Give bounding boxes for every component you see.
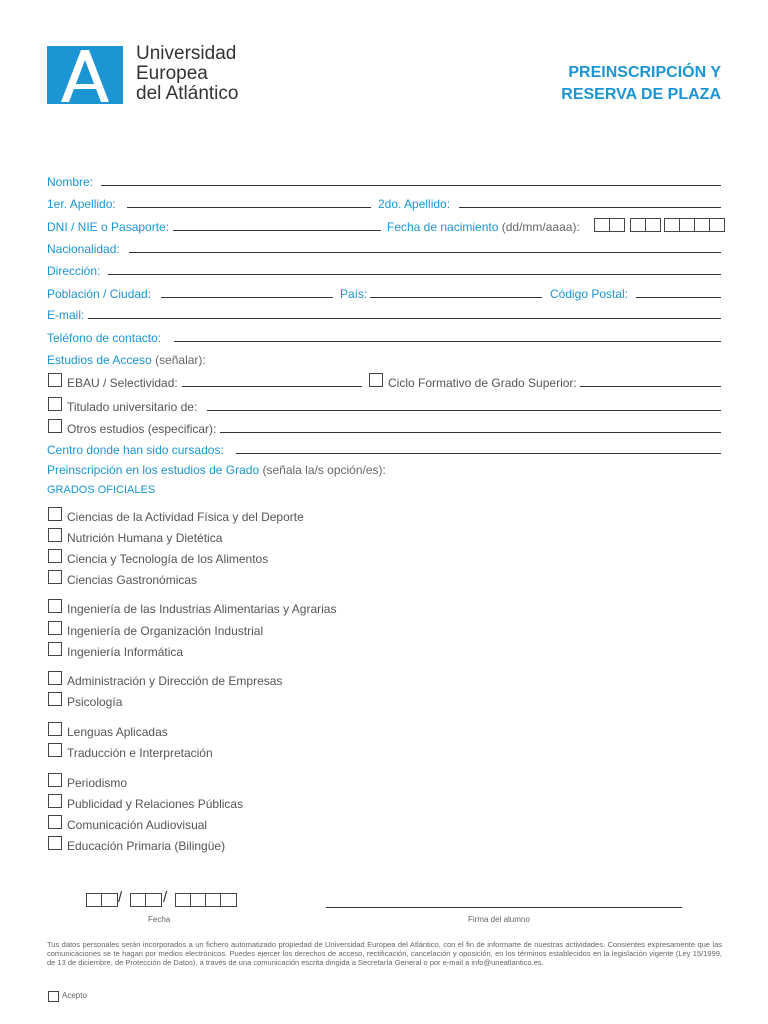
pais-label: País:	[340, 287, 368, 301]
grado-label-14: Educación Primaria (Bilingüe)	[67, 839, 226, 853]
ebau-checkbox[interactable]	[48, 373, 62, 387]
birth-day-box-2[interactable]	[609, 218, 625, 232]
titulado-checkbox[interactable]	[48, 397, 62, 411]
telefono-label: Teléfono de contacto:	[47, 331, 162, 345]
nacionalidad-label: Nacionalidad:	[47, 242, 120, 256]
grado-checkbox-9[interactable]	[48, 722, 62, 736]
grado-label-7: Administración y Dirección de Empresas	[67, 674, 283, 688]
grado-checkbox-0[interactable]	[48, 507, 62, 521]
otros-estudios-field[interactable]	[220, 432, 721, 433]
grado-checkbox-5[interactable]	[48, 621, 62, 635]
grado-checkbox-1[interactable]	[48, 528, 62, 542]
grado-label-5: Ingeniería de Organización Industrial	[67, 624, 264, 638]
university-logo-mark	[47, 46, 123, 104]
centro-label: Centro donde han sido cursados:	[47, 443, 224, 457]
acepto-label: Acepto	[62, 991, 87, 1000]
birth-day-box-1[interactable]	[594, 218, 610, 232]
email-label: E-mail:	[47, 308, 85, 322]
date-month-box-2[interactable]	[145, 893, 162, 907]
birth-year-box-2[interactable]	[679, 218, 695, 232]
dni-field[interactable]	[173, 230, 381, 231]
codigo-postal-label: Código Postal:	[550, 287, 629, 301]
grado-checkbox-10[interactable]	[48, 743, 62, 757]
form-title: PREINSCRIPCIÓN Y RESERVA DE PLAZA	[561, 64, 721, 103]
pais-field[interactable]	[370, 297, 542, 298]
grado-checkbox-8[interactable]	[48, 692, 62, 706]
firma-caption: Firma del alumno	[468, 915, 530, 924]
grado-label-8: Psicología	[67, 695, 123, 709]
grado-checkbox-12[interactable]	[48, 794, 62, 808]
estudios-acceso-label: Estudios de Acceso (señalar):	[47, 353, 206, 367]
apellido2-label: 2do. Apellido:	[378, 197, 451, 211]
centro-field[interactable]	[236, 453, 721, 454]
direccion-label: Dirección:	[47, 264, 101, 278]
grado-label-4: Ingeniería de las Industrias Alimentarias y Agrarias	[67, 602, 337, 616]
grado-label-10: Traducción e Interpretación	[67, 746, 213, 760]
ebau-field[interactable]	[182, 386, 362, 387]
grado-checkbox-7[interactable]	[48, 671, 62, 685]
codigo-postal-field[interactable]	[636, 297, 721, 298]
grado-label-1: Nutrición Humana y Dietética	[67, 531, 223, 545]
grado-label-3: Ciencias Gastronómicas	[67, 573, 198, 587]
grado-checkbox-13[interactable]	[48, 815, 62, 829]
grado-checkbox-3[interactable]	[48, 570, 62, 584]
fecha-nacimiento-label: Fecha de nacimiento (dd/mm/aaaa):	[387, 220, 580, 234]
apellido1-field[interactable]	[127, 207, 371, 208]
direccion-field[interactable]	[108, 274, 721, 275]
legal-notice: Tus datos personales serán incorporados a un fichero automatizado propiedad de Universidad Europea del Atlántico, con el fin de informarte de nuestras actividades. Consientes expresamente que las comunicaciones se te hagan por medios electrónicos. Puedes ejercer los derechos de acceso, rectificación, cancelación y oposición, en los términos establecidos en la legislación vigente (Ley 15/1999, de 13 de diciembre, de Protección de Datos), a través de una comunicación escrita dirigida a Secretaría General o por e-mail a info@uneatlantico.es.	[47, 940, 722, 967]
grado-checkbox-2[interactable]	[48, 549, 62, 563]
nombre-field[interactable]	[101, 185, 721, 186]
otros-estudios-label: Otros estudios (especificar):	[67, 422, 217, 436]
otros-estudios-checkbox[interactable]	[48, 419, 62, 433]
firma-field[interactable]	[326, 907, 682, 908]
date-separator: /	[118, 889, 123, 906]
grado-label-2: Ciencia y Tecnología de los Alimentos	[67, 552, 269, 566]
titulado-field[interactable]	[207, 410, 721, 411]
grado-label-0: Ciencias de la Actividad Física y del Deporte	[67, 510, 304, 524]
ebau-label: EBAU / Selectividad:	[67, 376, 178, 390]
titulado-label: Titulado universitario de:	[67, 400, 198, 414]
preinscripcion-label: Preinscripción en los estudios de Grado (señala la/s opción/es):	[47, 463, 386, 477]
dni-label: DNI / NIE o Pasaporte:	[47, 220, 170, 234]
grado-checkbox-6[interactable]	[48, 642, 62, 656]
grado-label-6: Ingeniería Informática	[67, 645, 184, 659]
ciclo-checkbox[interactable]	[369, 373, 383, 387]
ciclo-field[interactable]	[580, 386, 721, 387]
grado-label-11: Periodismo	[67, 776, 128, 790]
university-name: Universidad Europea del Atlántico	[136, 43, 239, 104]
email-field[interactable]	[88, 318, 721, 319]
ciclo-label: Ciclo Formativo de Grado Superior:	[388, 376, 577, 390]
birth-year-box-3[interactable]	[694, 218, 710, 232]
nacionalidad-field[interactable]	[129, 252, 721, 253]
fecha-caption: Fecha	[148, 915, 171, 924]
grado-checkbox-11[interactable]	[48, 773, 62, 787]
poblacion-label: Población / Ciudad:	[47, 287, 152, 301]
telefono-field[interactable]	[174, 341, 721, 342]
nombre-label: Nombre:	[47, 175, 94, 189]
grados-oficiales-heading: GRADOS OFICIALES	[47, 484, 156, 496]
grado-checkbox-14[interactable]	[48, 836, 62, 850]
birth-month-box-1[interactable]	[630, 218, 646, 232]
apellido1-label: 1er. Apellido:	[47, 197, 116, 211]
letter-a-icon	[47, 46, 123, 104]
grado-label-12: Publicidad y Relaciones Públicas	[67, 797, 244, 811]
birth-year-box-4[interactable]	[709, 218, 725, 232]
grado-checkbox-4[interactable]	[48, 599, 62, 613]
date-year-box-4[interactable]	[220, 893, 237, 907]
date-separator: /	[163, 889, 168, 906]
date-day-box-2[interactable]	[101, 893, 118, 907]
grado-label-13: Comunicación Audiovisual	[67, 818, 208, 832]
birth-year-box-1[interactable]	[664, 218, 680, 232]
acepto-checkbox[interactable]	[48, 991, 59, 1002]
poblacion-field[interactable]	[161, 297, 333, 298]
grado-label-9: Lenguas Aplicadas	[67, 725, 168, 739]
birth-month-box-2[interactable]	[645, 218, 661, 232]
apellido2-field[interactable]	[459, 207, 721, 208]
